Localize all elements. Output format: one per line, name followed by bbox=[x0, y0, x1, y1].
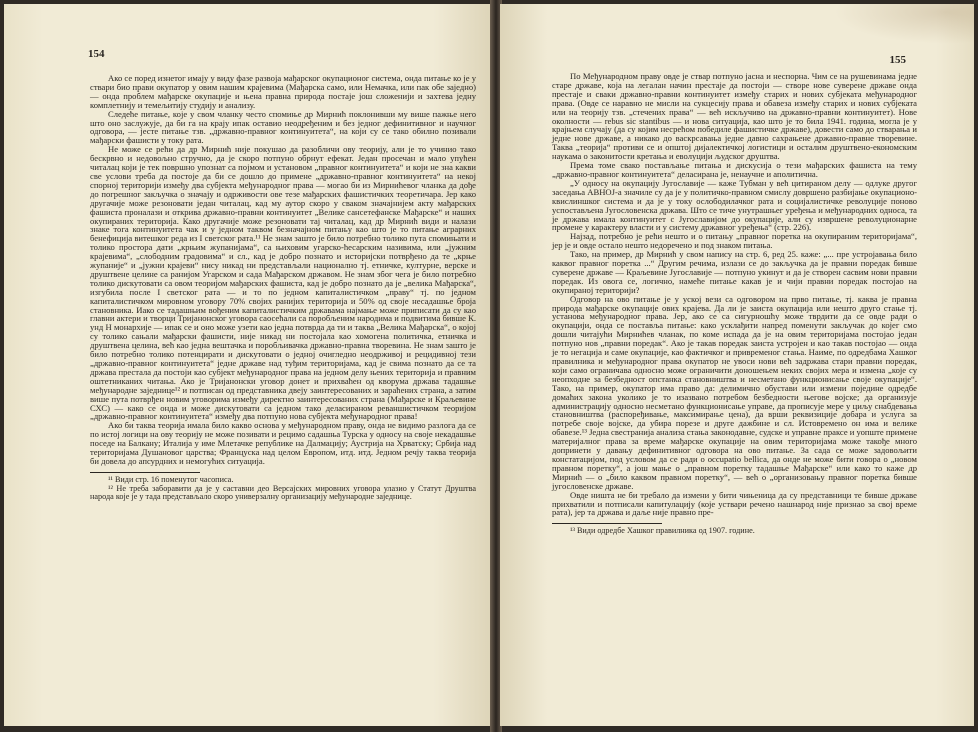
footnote: ¹³ Види одредбе Хашког правилника од 1907. године. bbox=[570, 526, 755, 536]
left-text-column bbox=[90, 74, 476, 502]
paragraph: „У односу на окупацију Југославије — каже Тубман у већ цитираном делу — одлуке другог заседања АВНОЈ-а значиле су да је у политичко-правном смислу довршено разбијање окупационо-квислиншког система и да је у току ослободилачког рата и социјалистичке револуције поново успостављена Југословенска држава. Што се тиче унутрашњег уређења и међународних односа, та је држава имала континуитет с Југославијом до окупације, али су извршене револуционарне промене у карактеру власти и у систему државног уређења“ (стр. 226). bbox=[552, 177, 917, 233]
paragraph: Ако се поред изнетог имају у виду фазе развоја мађарског окупационог система, онда питање ко је у ствари био прави окупатор у овим нашим крајевима (Мађарска само, или Немачка, или пак обе заједно) — онда проблем мађарске окупације и њена правна природа постаје још сложенији и захтева једну комплетнију и темељитију студију и анализу. bbox=[90, 73, 476, 110]
paragraph: Следеће питање, које у свом чланку често спомиње др Мирнић поклонивши му више пажње него што оно заслужује, да би га на крају ипак оставио неодређеним и без једног дефинитивног и научног одговора, — јесте питање тзв. „државно-правног континуитета“, на који су се тако обилно позивали мађарски фашисти у току рата. bbox=[90, 108, 476, 146]
footnote-rule bbox=[90, 472, 200, 473]
paragraph: Тако, на пример, др Мирнић у свом напису на стр. 6, ред 25. каже: „... пре устројавања било каквог правног поретка ...“ Другим речима, излази се до закључка да је правни поредак бивше суверене државе — Краљевине Југославије — потпуно укинут и да је створен сасвим нови правни поредак. Из овога се, логично, намеће питање какав је и чији правни поредак постојао на окупираној територији? bbox=[552, 249, 917, 295]
paragraph: Овде ништа не би требало да измени у бити чињеница да су представници те бивше државе прихватили и потписали капитулацију (које уствари речено нашнарод није признао за свој време рата), јер та држава и даље није правно пре- bbox=[552, 489, 917, 518]
paragraph: Према томе свако постављање питања и дискусија о тези мађарских фашиста на тему „државно-правног континуитета“ деласирана је, ненаучне и аполитична. bbox=[552, 160, 917, 179]
left-page bbox=[4, 4, 492, 726]
footnote-rule bbox=[552, 523, 662, 524]
right-text-column bbox=[552, 72, 917, 536]
paragraph: Не може се рећи да др Мирнић није покушао да разобличи ову теорију, али је то учинио тако бескрвно и недовољно стручно, да је скоро потпуно обрнут ефекат. Један просечан и мало упућен читалац који је тек површно упознат са појмом и установом „правног континуитета“ и који не зна какви све услови треба да постоје да би се дошло до примене „државно-правног континуитета“ на некој спорној територији између два субјекта међународног права — могао би из Мирнићевог чланка да дође до погрешног закључка о значају и одрживости ове тезе мађарских фашистичких теоретичара. Јер како другачије може резоновати један читалац, кад му аутор скоро у сваком значајнијем акту мађарских фашиста проналази и открива државно-правни континуитет „Велике сансетефанске Мађарске“ и наших окупираних територија. Како другачије може резоновати тај читалац, кад др Мирнић види и налази знаке тога континуитета чак и у једном таквом безначајном питању као што је то питање аграрних бенефиција витешког реда из I светског рата.¹¹ Не знам зашто је било потребно толико пута спомињати и толико простора дати „крњим жупанијама“, са њиховим угарско-ћесарским називима, или „јужним крајевима“, „слободним градовима“ и сл., кад је добро познато и историјски потврђено да те „крње жупаније“ и „јужни крајеви“ нису никад ни представљали национално тј. етничке, културне, верске и друштвене целине са ранијом Угарском и сада Мађарском државом. Не знам због чега је било потребно толико дискутовати са овом теоријом мађарских фашиста, кад је добро познато да је „велика Мађарска“, изгубила после I светског рата — и то по једном капиталистичком „праву“ тј. по једном капиталистичком мировном уговору 70% својих ранијих територија и 50% од своје несадашње броја становника. Иако се тадашњим вођеним капиталистичким државама најмање може приписати да су као главни актери и творци Тријанонског уговора саосећали са поробљеним народима и подвитима бивше К. унд Н монархије — ипак се и оно може узети као једна потврда да ти и таква „Велика Мађарска“, о којој су толико сањали мађарски фашисти, није никад ни постојала као хомогена политичка, етничка и друштвена целина, већ као једна вештачка и поробљивачка државно-правна творевина. Не знам зашто је било потребно толико потенцирати и дискутовати о једној очигледно неодрживој и рецидивној тези „државно-правног континуитета“ једне државе над туђим територијама, кад је свима познато да се та држава престала да постоји као субјект међународног права на једном делу њених територија и правним оштетниканих читања. Ако је Тријанонски уговор донет и прихваћен од кворума држава тадашње међународне заједнице¹² и потписан од представника двеју заинтересованих и зараћених страна, а затим више пута потврђен новим уговорима између директно заинтересованих страна (Мађарске и Краљевине СХС) — како се онда и може дискутовати са једном тако деласираном реваншистичком теоријом „државно-правног континуитета“ између два потпуно нова субјекта међународног права! bbox=[90, 144, 477, 422]
paragraph: Одговор на ово питање је у уској вези са одговором на прво питање, тј. каква је правна природа мађарске окупације ових крајева. Да ли је заиста окупација или нешто друго стање тј. установа међународног права. Јер, ако се са сигурношћу може тврдити да се овде ради о окупацији, онда се поставља питање: како усклађити напред поменути закључак до којег смо дошли читајући Мирнићев чланак, по коме испада да је на овим територијама постојао један потпуно нов „правни поредак“. Ако је такав поредак заиста устројен и као такав постојао — онда је то негација и саме окупације, као фактичког и привременог стања. Наиме, по одредбама Хашког правилника и међународног права окупатор не увоси нови већ задржава стари правни поредак, који само ограничава односно може ограничити доношењем неких својих мера и измена „које су неопходне за безбедност опстанка становништва и несметано функционисање своје окупације“. Тако, на пример, окупатор има право да: делимично обустави или измени поједине одредбе домаћих закона уколико је то изазвано потребом безбедности његове војске; да организује администрацију односно несметано функционисање управе, да прописује мере у циљу снабдевања становништва (распоређивање, максимирање цена), да врши реквизиције добара и услуга за потребе своје војске, да убира порезе и друге дажбине и сл. Истовремено он има и велике обавезе.¹³ Једна свестранија анализа стања законодавне, судске и управне праксе и уопште примене материјалног права за време мађарске окупације на овим територијама може такође много допринети у давању дефинитивног одговора на ово питање. За сада се може задовољити констатацијом, под условом да се ради о occupatio bellica, да онде не може бити говора о „новом правном поретку“, а још мање о „правном поретку тадашње Мађарске“ или како то каже др Мирнић — о „било каквом правном поретку“, — већ о „организовању правног поретка бивше југословенске државе. bbox=[552, 293, 918, 491]
paragraph: Ако би таква теорија имала било какво основа у међународном праву, онда не видимо разлога да се по истој логици на ову теорију не може позивати и рецимо садашња Турска у односу на своје некадашње поседе на Балкану; Италија у име Млетачке републике на Далмацију; Аустрија на Хрватску; Србија над територијама Душановог царства; Француска над целом Европом, итд. итд. Једном речју таква теорија би довела до апсурдних и немогућих ситуација. bbox=[90, 420, 476, 466]
right-page-number: 155 bbox=[889, 54, 906, 66]
footnote: ¹¹ Види стр. 16 поменутог часописа. bbox=[108, 474, 234, 484]
footnote: ¹² Не треба заборавити да је у саставни део Версајских мировних уговора улазио у Статут Друштва народа које је у тада представљало скоро универзалну организацију међународне заједнице. bbox=[90, 483, 476, 502]
paragraph: По Међународном праву овде је ствар потпуно јасна и неспорна. Чим се на рушевинама једне старе државе, која на легалан начин престаје да постоји — створе нове суверене државе онда престаје и сваки државно-правни континуитет између старих и нових субјеката међународног права. (Овде се наравно не мисли на сукцесију права и обавеза између старих и нових субјеката или на теорију тзв. „стечених права“ — већ искључиво на државно-правни континуитет). Нове околности — rebus sic stantibus — и нова ситуација, као што је то била 1941. година, могла је у крајњем случају (да су којим несрећом победиле фашистичке државе), довести само до стварања и једне нове државе, а никако до васкрсавања једне давно сахрањене државно-правне творевине. Таква „теорија“ противи се и општој дијалектичкој логистици и осталим друштвено-економским наукама о законитости кретања и еволуцији људског друштва. bbox=[552, 71, 917, 162]
left-page-number: 154 bbox=[88, 48, 105, 60]
paragraph: Најзад, потребно је рећи нешто и о питању „правног поретка на окупираним територијама“, јер је и овде остало нешто недоречено и под знаком питања. bbox=[552, 231, 917, 251]
right-page bbox=[500, 4, 974, 726]
page-stain bbox=[834, 4, 974, 44]
